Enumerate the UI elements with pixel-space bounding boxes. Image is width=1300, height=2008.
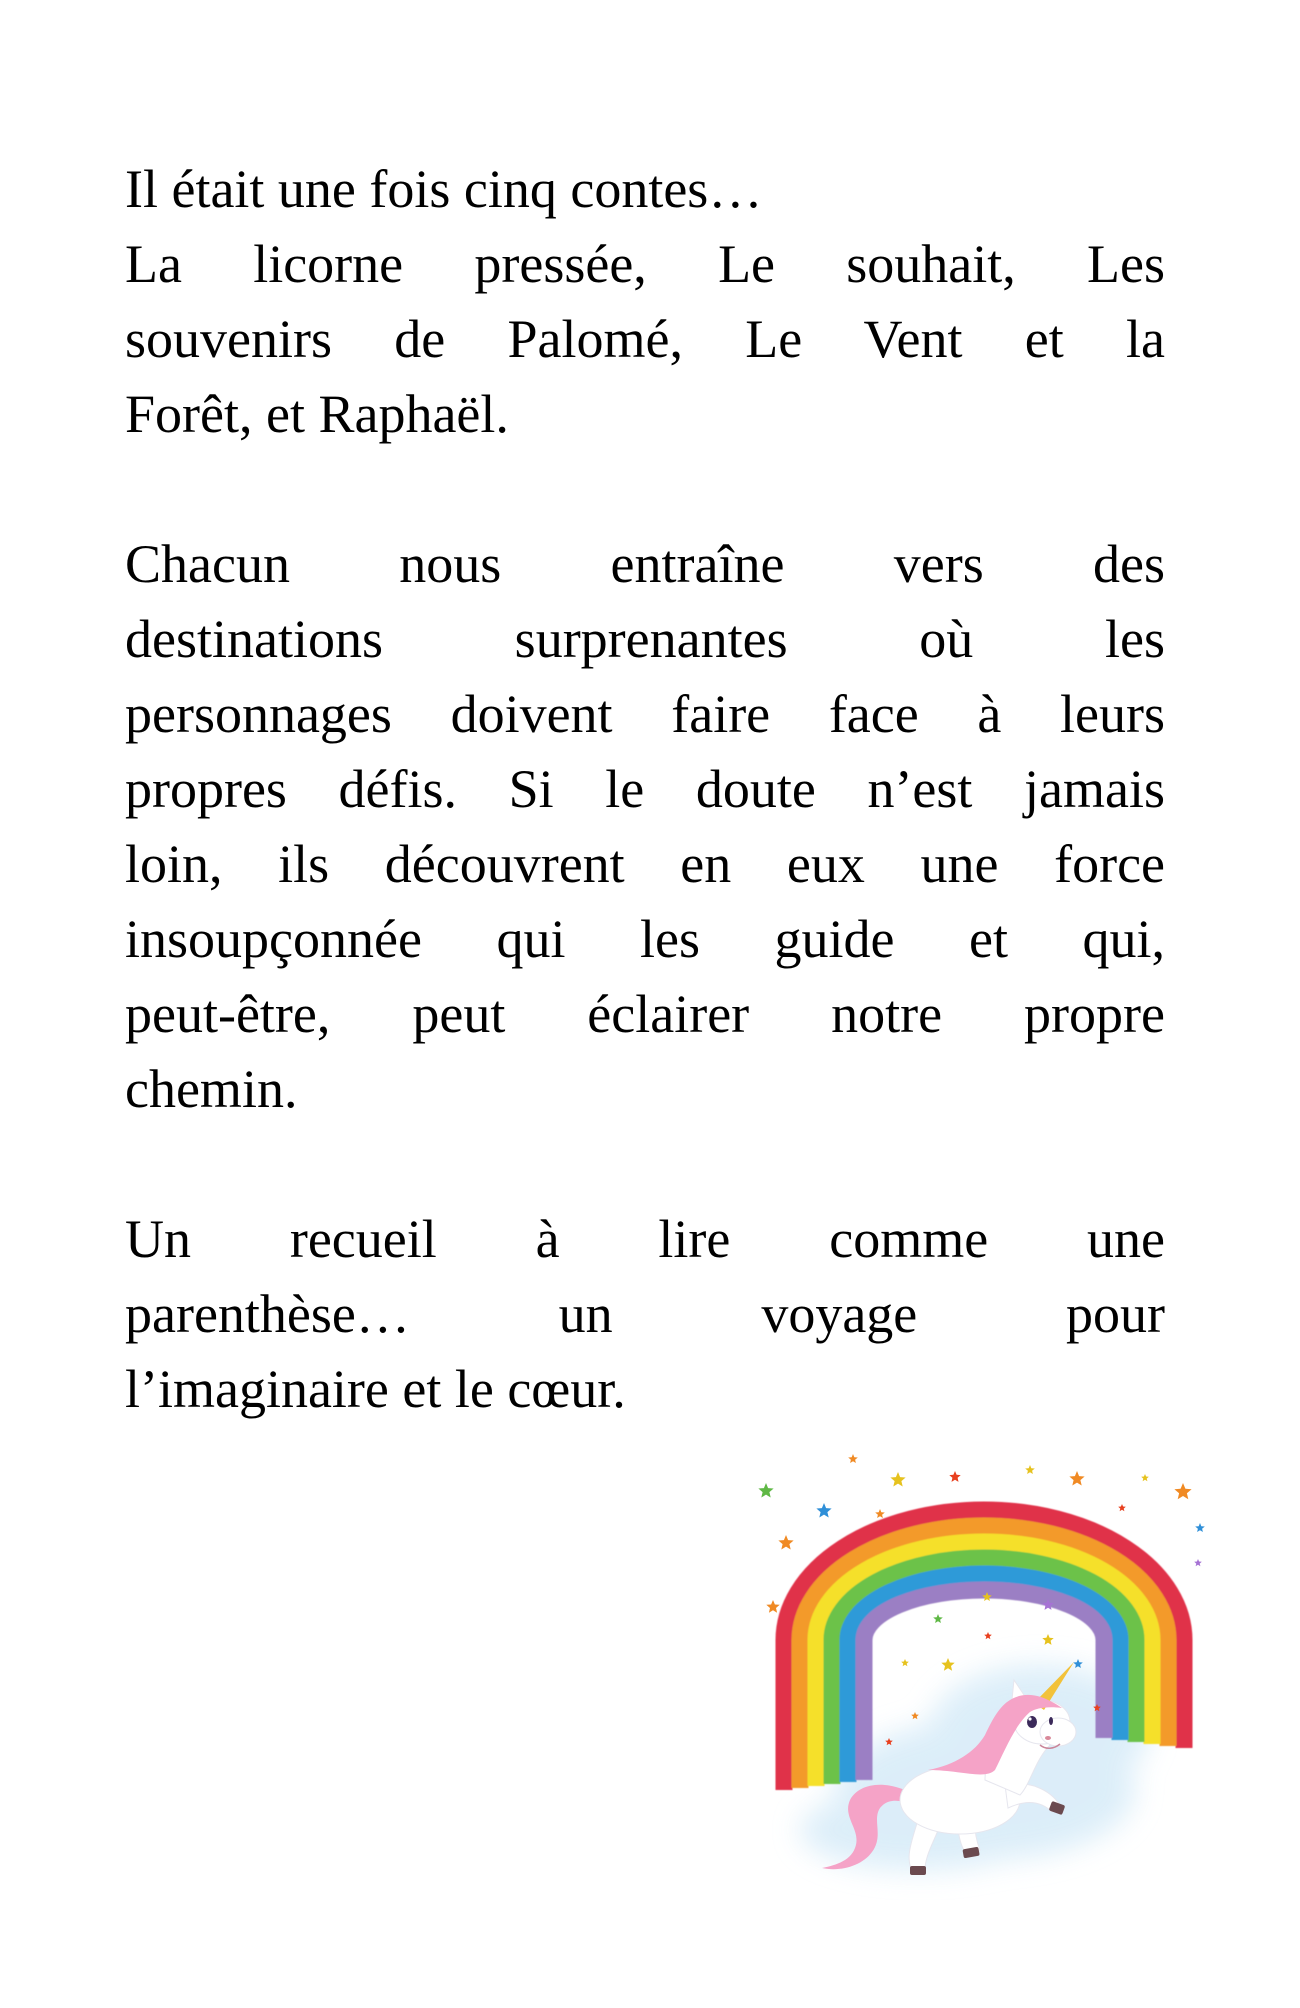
text-line: Un recueil à lire comme une: [125, 1209, 1165, 1269]
text-line: peut-être, peut éclairer notre propre: [125, 984, 1165, 1044]
star-icon: [875, 1509, 885, 1518]
star-icon: [758, 1483, 773, 1498]
text-line: insoupçonnée qui les guide et qui,: [125, 909, 1165, 969]
star-icon: [1073, 1659, 1083, 1668]
text-line: destinations surprenantes où les: [125, 609, 1165, 669]
unicorn-rainbow-illustration: [740, 1430, 1220, 1900]
star-icon: [1069, 1471, 1084, 1486]
star-icon: [766, 1600, 779, 1613]
paragraph-intro: [125, 152, 1165, 452]
star-icon: [984, 1632, 992, 1639]
text-line: souvenirs de Palomé, Le Vent et la: [125, 309, 1165, 369]
text-line: Forêt, et Raphaël.: [125, 384, 509, 444]
text-line: propres défis. Si le doute n’est jamais: [125, 759, 1165, 819]
star-icon: [911, 1712, 919, 1719]
star-icon: [901, 1659, 909, 1666]
star-icon: [1141, 1474, 1149, 1481]
star-icon: [1195, 1523, 1205, 1532]
star-icon: [941, 1658, 954, 1671]
text-line: La licorne pressée, Le souhait, Les: [125, 234, 1165, 294]
text-line: Il était une fois cinq contes…: [125, 159, 763, 219]
text-line: personnages doivent faire face à leurs: [125, 684, 1165, 744]
illustration-svg: [740, 1430, 1220, 1900]
paragraph-description: [125, 527, 1165, 1127]
paragraph-closing: [125, 1202, 1165, 1427]
star-icon: [1174, 1483, 1191, 1499]
star-icon: [1194, 1559, 1202, 1566]
text-line: l’imaginaire et le cœur.: [125, 1359, 626, 1419]
star-icon: [778, 1535, 793, 1550]
star-icon: [816, 1503, 831, 1518]
star-icon: [949, 1471, 960, 1482]
star-icon: [1025, 1465, 1035, 1474]
text-line: Chacun nous entraîne vers des: [125, 534, 1165, 594]
star-icon: [933, 1614, 943, 1623]
synopsis-text: [125, 152, 1165, 1502]
text-line: parenthèse… un voyage pour: [125, 1284, 1165, 1344]
text-line: chemin.: [125, 1059, 298, 1119]
star-icon: [848, 1454, 858, 1463]
star-icon: [890, 1472, 905, 1487]
text-line: loin, ils découvrent en eux une force: [125, 834, 1165, 894]
star-icon: [1042, 1634, 1053, 1645]
star-icon: [1118, 1504, 1126, 1511]
